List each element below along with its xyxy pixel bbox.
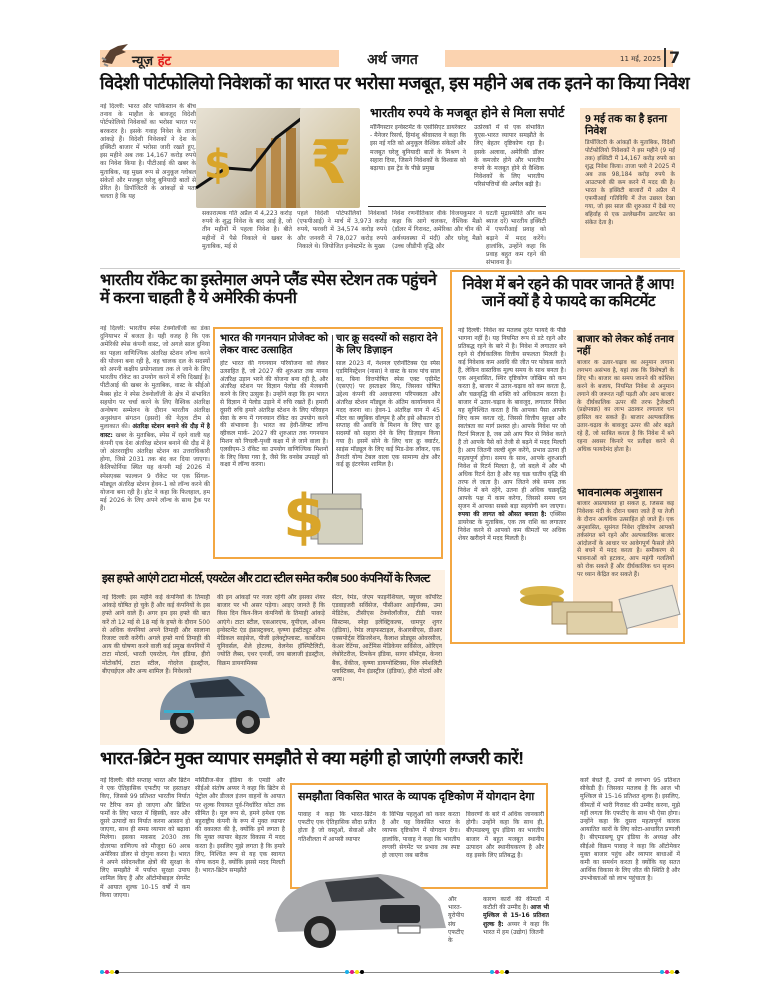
page-number: 7 bbox=[664, 48, 680, 67]
fta-col4-subhead: आज भी मुश्किल से 15-16 प्रतिशत शुल्क है: bbox=[483, 904, 549, 928]
market-stress-body: बाजार के उतार-चढ़ाव का अनुमान लगाना लगभग असंभव है, यहां तक कि विशेषज्ञों के लिए भी। बाजार का समय जानने की कोशिश करने के बजाय, नियमित निवेश से अनुमान लगाने की जरूरत नहीं पड़ती और आप बाजार के दीर्घकालिक ऊपर की तरफ ट्रैजेक्टरी (प्रक्षेपवक्र) का लाभ उठाकर लगातार धन हासिल कर सकते हैं। बाजार अल्पकालिक उतार-चढ़ाव के बावजूद ऊपर की ओर बढ़ते रहे हैं, जो साबित करता है कि निवेश में बने रहना अवसर किनारे पर प्रतीक्षा करने से अधिक फायदेमंद होता है। bbox=[577, 360, 674, 453]
story-investing bbox=[450, 270, 685, 642]
tata-car-photo bbox=[150, 658, 275, 740]
section-name: अर्थ जगत bbox=[367, 52, 418, 68]
investing-col1-text-b: एक्सिस डायरेक्ट के मुताबिक, एक तय राशि का लगातार निवेश करने से आपको कम कीमतों पर अधिक शेयर खरीदने में मदद मिलती है। bbox=[458, 511, 566, 542]
space-col1-text-b: खबर के मुताबिक, स्पेस में रहने वाली यह कंपनी एक देश अंतरिक्ष स्टेशन बनाने की दौड़ में है जो अंतरराष्ट्रीय अंतरिक्ष स्टेशन का उत्तराधिकारी होगा, जिसे 2031 तक बंद कर दिया जाएगा। कैलिफोर्निया स्थित यह कंपनी मई 2026 में स्पेसएक्स फाल्कन 9 रॉकेट पर एक सिंगल-मॉड्यूल अंतरिक्ष स्टेशन हेवन-1 को लॉन्च करने की योजना बना रही है। होट ने कहा कि फिलहाल, हम मई 2026 के लिए अपने लॉन्च के साथ ट्रैक पर हैं। bbox=[100, 431, 210, 513]
market-stress-title: बाजार को लेकर कोई तनाव नहीं bbox=[577, 334, 674, 357]
story-results-col3: सेंटर, रेमंड, जेएम फाइनेंशियल, फ्यूचर कॉर्पोरेट एडवाइजरी सर्विसेज, पीसीआर आईनॉक्स, उमा मेडिटेक, टीसीएस टेक्नोलॉजीज, टीडी पावर सिस्टम्स, स्नेहा इलेक्ट्रिकल्स, धामपुर शुगर (इंडिया), रेमंड लाइफस्टाइल, केआरबीएस, डीआर एक्सपोर्ट्स रेफ्रिजरेशन, कैलाश प्रोड्यूस ओवरसीज, केअर रेटिंग्स, आर्टेमिस मेडिकेयर सर्विसेज, ओरिएन लेबोरेटरीज, टिमकेन इंडिया, सागर सीमेंट्स, केनरा बैंक, वेंकीज, कृष्णा डायग्नोस्टिक्स, थिरु स्पेशलिटी प्लास्टिक्स, मैन इंडस्ट्रीज (इंडिया), हीरो मोटर्स और अन्य। bbox=[332, 594, 442, 684]
svg-text:$: $ bbox=[204, 142, 232, 188]
sidebar-may9-body: डिपॉजिटरी के आंकड़ों के मुताबिक, विदेशी पोर्टफोलियो निवेशकों ने इस महीने (9 मई तक) इक्विटी में 14,167 करोड़ रुपये का शुद्ध निवेश किया। ताजा फ्लो ने 2025 में अब तक 98,184 करोड़ रुपये के आउटफ्लो की कम करने में मदद की है। भारत के इक्विटी बाजारों में अप्रैल में एफपीआई गतिविधि में तेज उछाल देखा गया, जो इस साल की शुरुआत में देखे गए बहिर्वाह से एक उल्लेखनीय उलटफेर का संकेत देता है। bbox=[585, 140, 675, 226]
fta-box-title: समझौता विकसित भारत के व्यापक दृष्टिकोण में योगदान देगा bbox=[298, 791, 535, 803]
logo-main: न्यूज़ bbox=[132, 54, 154, 69]
gaganyaan-body: होट भारत की गगनयान परियोजना को लेकर उत्साहित हैं, जो 2027 की शुरुआत तक मानव अंतरिक्ष उड़ान भरने की योजना बना रही है, और अंतरिक्ष स्टेशन पर विज्ञान पेलोड की मेजबानी करने के लिए उत्सुक है। उन्होंने कहा कि हम भारत से विज्ञान में पेलोड उड़ाने में रुचि रखते हैं। हमारी दूसरी रुचि हमारे अंतरिक्ष स्टेशन के लिए परिवहन सेवा के रूप में गगनयान रॉकेट का उपयोग करने की संभावना है। भारत का हेवी-लिफ्ट लॉन्च व्हीकल मार्क- 2027 की शुरुआत तक गगनयान मिशन को निचली-पृथ्वी कक्षा में ले जाने वाला है। एलवीएम-3 रॉकेट का उपयोग वाणिज्यिक मिशनों के लिए किया गया है, जैसे कि वनवेब उपग्रहों को कक्षा में लॉन्च करना। bbox=[220, 360, 328, 469]
story-fpi-col4: निवेश रणनीतिकार वीके विजयकुमार ने कहा कि आगे चलकर, वैश्विक मैक्रो (डॉलर में गिरावट, अमेरिका और चीन की अर्थव्यवस्था में मंदी) और घरेलू मैक्रो (उच्च जीडीपी वृद्धि और bbox=[392, 210, 482, 250]
story-fpi-col5: घटती मुद्रास्फीति और कम ब्याज दरें) भारतीय इक्विटी में एफपीआई प्रवाह को बढ़ाने में मदद करेंगे। हालांकि, उन्होंने कहा कि प्रवाह बहुत कम रहने की संभावना है। bbox=[486, 210, 546, 266]
story-fta-col5: कारें बेचते हैं, उनमें से लगभग 95 प्रतिशत सीकेडी हैं। जिसका मतलब है कि आज भी मुश्किल से 15-16 प्रतिशत शुल्क है। इसलिए, कीमतों में भारी गिरावट की उम्मीद करना, मुझे नहीं लगता कि एफटीए के साथ भी ऐसा होगा। उन्होंने कहा कि दूसरा महत्वपूर्ण कारक आयातित कारों के लिए कोटा-आधारित प्रणाली है। बीएमडब्ल्यू ग्रुप इंडिया के अध्यक्ष और सीईओ विक्रम पावाह ने कहा कि ऑटोमेकर मुक्त बाजार पहुंच और व्यापार बाधाओं में कमी का समर्थन करता है क्योंकि यह सतत आर्थिक विकास के लिए जीत की स्थिति है और उपभोक्ताओं को लाभ पहुंचाता है। bbox=[580, 777, 680, 883]
story-results-col1: नई दिल्ली: इस महीने कई कंपनियों के तिमाही आंकड़े घोषित हो चुके हैं और कई कंपनियों के इस हफ्ते आने वाले हैं। अगर हम इस हफ्ते की बात करें तो 12 मई से 18 मई के हफ्ते के दौरान 500 से अधिक कंपनियां अपने तिमाही और सालाना रिजल्ट जारी करेंगी। अगले हफ्ते मार्च तिमाही की आय की घोषणा करने वाली कई प्रमुख कंपनियों में टाटा मोटर्स, भारती एयरटेल, गेल इंडिया, हीरो मोटोकॉर्प, टाटा स्टील, गोदरेज इंडस्ट्रीज, बीएचईएल और अन्य शामिल हैं। निवेशकों bbox=[102, 594, 210, 675]
story-fta-col1: नई दिल्ली: बीते सप्ताह भारत और ब्रिटेन ने एक ऐतिहासिक एफटीए पर हस्ताक्षर किए, जिससे 99 प्रतिशत भारतीय निर्यात पर टैरिफ कम हो जाएगा और ब्रिटिश फर्मों के लिए भारत में व्हिस्की, कार और दूसरे उत्पादों का निर्यात करना आसान हो जाएगा, साथ ही समग्र व्यापार को बढ़ावा मिलेगा। इसका मकसद 2030 तक दोतरफा वाणिज्य को मौजूदा 60 अरब अमेरिका डॉलर से दोगुना करना है। भारत ने अपने संवेदनशील क्षेत्रों की सुरक्षा के लिए समझौते में पर्याप्त सुरक्षा उपाय शामिल किए हैं और ऑटोमोबाइल सेगमेंट में आयात शुल्क 10-15 वर्षों में कम किया जाएगा। bbox=[100, 777, 190, 899]
story-fta-col4 bbox=[483, 896, 549, 948]
registration-mark bbox=[660, 970, 679, 974]
crew-design-title: चार क्रू सदस्यों को सहारा देने के लिए डिज़ाइन bbox=[336, 333, 438, 356]
gaganyaan-title: भारत की गगनयान प्रोजेक्ट को लेकर वास्ट उत्साहित bbox=[220, 333, 329, 356]
coins-chart-photo bbox=[196, 108, 302, 208]
rupee-col1: मॉर्निंगस्टार इन्वेस्टमेंट के एसोसिएट डायरेक्टर - मैनेजर रिसर्च, हिमांशु श्रीवास्तव ने कहा कि इस नई गति को अनुकूल वैश्विक संकेतों और मजबूत घरेलू बुनियादी बातों के मिश्रण ने सहारा दिया, जिसने निवेशकों के विश्वास को बढ़ाया। इस ट्रेंड के पीछे प्रमुख bbox=[370, 124, 466, 173]
headline-results: इस हफ्ते आएंगे टाटा मोटर्स, एयरटेल और टाटा स्टील समेत करीब 500 कंपनियों के रिजल्ट bbox=[102, 573, 430, 585]
dollar-cash-photo bbox=[283, 469, 363, 549]
investing-col1-text: नई दिल्ली: निवेश का मतलब तुरंत फायदे के पीछे भागना नहीं है। यह नियमित रूप से डटे रहने और प्रतिबद्ध रहने के बारे में है। निवेश में लगातार बने रहने से दीर्घकालिक वित्तीय सफलता मिलती है। कई निवेशक कम अवधि की जीत पर फोकस करते हैं, लेकिन वास्तविक मूल्य समय के साथ बनता है। एक अनुशासित, स्थिर दृष्टिकोण जोखिम को कम करता है, बाजार में उतार-चढ़ाव को कम करता है, और चक्रवृद्धि की शक्ति को अधिकतम करता है। बाजार में उतार-चढ़ाव के बावजूद, लगातार निवेश यह सुनिश्चित करता है कि आपका पैसा आपके लिए काम करता रहे, जिससे वित्तीय सुरक्षा और स्वतंत्रता का मार्ग प्रशस्त हो। आपके निवेश पर जो रिटर्न मिलता है, जब उसे आप फिर से निवेश करते हैं तो आपके पैसे को तेजी से बढ़ने में मदद मिलती है। आप जितनी जल्दी शुरू करेंगे, प्रभाव उतना ही महत्वपूर्ण होगा। समय के साथ, आपके शुरुआती निवेश से रिटर्न मिलता है, जो बदले में और भी अधिक रिटर्न देता है और यह चक्र घातीय वृद्धि की तरफ ले जाता है। आप जितने लंबे समय तक निवेश में बने रहेंगे, उतना ही अधिक चक्रवृद्धि आपके पक्ष में काम करेगा, जिससे समय धन सृजन में आपका सबसे बड़ा सहयोगी बन जाएगा। bbox=[458, 327, 566, 510]
registration-mark bbox=[345, 970, 364, 974]
story-fpi-col1: नई दिल्ली: भारत और पाकिस्तान के बीच तनाव के माहौल के बावजूद विदेशी पोर्टफोलियो निवेशकों का भरोसा भारत पर बरकरार है। इसके गवाह निवेश के ताजा आंकड़े हैं। विदेशी निवेशकों ने देश के इक्विटी बाजार में भरोसा जारी रखते हुए, इस महीने अब तक 14,167 करोड़ रुपये का निवेश किया है। पीटीआई की खबर के मुताबिक, यह मुख्य रूप से अनुकूल ग्लोबल संकेतों और मजबूत घरेलू बुनियादी बातों से प्रेरित है। डिपॉजिटरी के आंकड़ों से पता चलता है कि यह bbox=[100, 103, 196, 201]
fta-box-col1: पावाह ने कहा कि भारत-ब्रिटेन एफटीए एक ऐतिहासिक सौदा प्रतीत होता है जो वस्तुओं, सेवाओं और गतिशीलता में आपसी व्यापार bbox=[298, 811, 376, 843]
svg-text:$: $ bbox=[283, 482, 325, 549]
headline-fta: भारत-ब्रिटेन मुक्त व्यापार समझौते से क्या महंगी हो जाएंगी लग्जरी कारें! bbox=[100, 748, 524, 768]
rupee-col2: उत्प्रेरकों में से एक संभावित यूएस-भारत व्यापार समझौते के लिए बेहतर दृष्टिकोण रहा है। इसके अलावा, अमेरिकी डॉलर के कमजोर होने और भारतीय रुपये के मजबूत होने से वैश्विक निवेशकों के लिए भारतीय परिसंपत्तियों की अपील बढ़ी है। bbox=[474, 124, 544, 189]
investing-col1-subhead: रुपया की लागत को औसत बनाता है: bbox=[458, 511, 547, 518]
registration-mark bbox=[490, 970, 509, 974]
fta-box-col3: विवरणों के बारे में अधिक जानकारी होगी। उन्होंने कहा कि साथ ही, बीएमडब्ल्यू ग्रुप इंडिया का भारतीय बाजार में बहुत मजबूत स्थानीय उत्पादन और स्थानीयकरण है और वह इसके लिए प्रतिबद्ध है। bbox=[466, 811, 544, 860]
space-col1-subhead: अंतरिक्ष स्टेशन बनाने की दौड़ में है वास्ट: bbox=[100, 423, 210, 439]
bmw-car-photo bbox=[270, 860, 450, 950]
svg-text:₹: ₹ bbox=[310, 128, 352, 198]
headline-fpi: विदेशी पोर्टफोलियो निवेशकों का भारत पर भरोसा मजबूत, इस महीने अब तक इतने का किया निवेश bbox=[100, 73, 690, 93]
issue-date: 11 मई, 2025 bbox=[620, 55, 662, 63]
space-col1-text: नई दिल्ली: भारतीय स्पेस टेक्नोलॉजी का डंका दुनियाभर में बजता है। यही वजह है कि एक अमेरिकी स्पेस कंपनी वास्ट, जो अगले साल दुनिया का पहला वाणिज्यिक अंतरिक्ष स्टेशन लॉन्च करने की योजना बना रही है, वह चालक दल के सदस्यों को अपनी कक्षीय प्रयोगशाला तक ले जाने के लिए भारतीय रॉकेट का उपयोग करने में रुचि दिखाई है। पीटीआई की खबर के मुताबिक, वास्ट के सीईओ मैक्स होट ने स्पेस टेक्नोलॉजी के क्षेत्र में संभावित सहयोग पर चर्चा करने के लिए वैश्विक अंतरिक्ष अन्वेषण सम्मेलन के दौरान भारतीय अंतरिक्ष अनुसंधान संगठन (इसरो) की नेतृत्व टीम से मुलाकात की। bbox=[100, 325, 210, 431]
story-fta-col3: और भारत-यूरोपीय संघ एफटीए के bbox=[448, 896, 464, 945]
cash-coins-photo bbox=[512, 572, 682, 642]
story-fpi-col2: सकारात्मक गति अप्रैल में 4,223 करोड़ रुपये के शुद्ध निवेश के बाद आई है, जो तीन महीनों में पहला निवेश है। बीते महीनों में पैसे निकाले थे खबर के मुताबिक, मई से bbox=[202, 210, 292, 250]
story-fta-col2: मर्सिडीज-बेंज इंडिया के एमडी और सीईओ संतोष अय्यर ने कहा कि ब्रिटेन से पेट्रोल और डीजल इंजन वाहनों के आयात पर शुल्क रियायत पूर्व-निर्धारित कोटा तक सीमित है। मूल रूप से, हमने हमेशा एक बहुराष्ट्रीय कंपनी के रूप में मुक्त व्यापार की वकालत की है, क्योंकि हमें लगता है कि मुक्त व्यापार बेहतर विकास में मदद करता है। इसलिए मुझे लगता है कि हमारे लिए, निश्चित रूप से यह एक स्वागत योग्य कदम है, क्योंकि इससे मदद मिलती है। भारत-ब्रिटेन समझौते bbox=[195, 777, 285, 875]
emotional-discipline-body: बाजार अप्रत्याशित हो सकते हैं, जिससे कई निवेशक मंदी के दौरान घबरा जाते हैं या तेजी के दौरान अत्यधिक उत्साहित हो जाते हैं। एक अनुशासित, सुसंगत निवेश दृष्टिकोण आपको तर्कसंगत बने रहने और अल्पकालिक बाजार आंदोलनों के आधार पर आवेगपूर्ण फैसले लेने से बचने में मदद करता है। समीकरण से भावनाओं को हटाकर, आप महंगी गलतियों को रोक सकते हैं और दीर्घकालिक धन सृजन पर ध्यान केंद्रित कर सकते हैं। bbox=[577, 501, 674, 579]
story-results bbox=[100, 570, 445, 745]
eagle-logo-icon bbox=[100, 42, 130, 68]
headline-investing: निवेश में बने रहने की पावर जानते हैं आप! जानें क्यों है ये फायदे का कमिटमेंट bbox=[462, 276, 675, 311]
story-space-col1 bbox=[100, 325, 210, 565]
logo-accent: हंट bbox=[157, 54, 172, 69]
headline-space: भारतीय रॉकेट का इस्तेमाल अपने प्लैंड स्पेस स्टेशन तक पहुंचने में करना चाहती है ये अमेरिकी कंपनी bbox=[100, 272, 437, 308]
fta-col4-text: कारण कारों की कीमतों में कटौती की उम्मीद है। bbox=[483, 896, 549, 912]
space-box bbox=[213, 327, 443, 559]
sidebar-may9 bbox=[580, 108, 680, 258]
fta-box-col2: के विभिन्न पहलुओं को कवर करता है और यह विकसित भारत के व्यापक दृष्टिकोण में योगदान देगा। हालांकि, पावाह ने कहा कि भारतीय लग्जरी सेगमेंट पर प्रभाव तब स्पष्ट हो जाएगा जब बारीक bbox=[382, 811, 460, 860]
sidebar-may9-title: 9 मई तक का है इतना निवेश bbox=[585, 113, 667, 137]
story-results-col2: की इन आंकड़ों पर नजर रहेगी और इसका शेयर बाजार पर भी असर पड़ेगा। आइए जानते हैं कि किस दिन किन-किन कंपनियों के तिमाही आंकड़े आएंगे। टाटा स्टील, एसआरएफ, यूपीएल, ऑथम इन्वेस्टमेंट एंड इंफ्रास्ट्रक्चर, कृष्णा इंस्टीट्यूट ऑफ मेडिकल साइंसेज, पीजी इलेक्ट्रोप्लास्ट, कार्बोरंडम यूनिवर्सल, शैले होटल्स, वेलनेस हॉस्पिटैलिटी, ज्योति लैब्स, एथर एनर्जी, जय बालाजी इंडस्ट्रीज, विक्रम डायनामिक्स bbox=[217, 594, 325, 667]
crew-design-body: साल 2023 में, नेशनल एरोनॉटिक्स एंड स्पेस एडमिनिस्ट्रेशन (नासा) ने वास्ट के साथ पांच साल का, बिना वित्तपोषित स्पेस एक्ट एग्रीमेंट (एसएए) पर हस्ताक्षर किए, जिसका घोषित उद्देश्य कंपनी की अवधारणा परिपक्वता और अंतरिक्ष स्टेशन मॉड्यूल के अंतिम कार्यान्वयन में मदद करना था। हेवन-1 अंतरिक्ष यान में 45 मीटर का क्यूबिक वॉल्यूम है और इसे औसतन दो सप्ताह की अवधि के मिशन के लिए चार क्रू सदस्यों को सहारा देने के लिए डिज़ाइन किया गया है। इसमें सोने के लिए चार क्रू क्वार्टर, साइंस मॉड्यूल के लिए कई मिड-डेक लॉकर, एक तैनाती योग्य टेबल वाला एक सामान्य क्षेत्र और कई क्रू इंटरफेस शामिल है। bbox=[336, 360, 440, 469]
rupee-photo bbox=[300, 108, 360, 208]
fta-col4-text-b: अय्यर ने कहा कि भारत में हम (उद्योग) जितनी bbox=[483, 920, 549, 936]
story-fpi-col3: पहले विदेशी पोर्टफोलियो निवेशकों (एफपीआई) ने मार्च में 3,973 करोड़ रुपये, फरवरी में 34,574 करोड़ रुपये और जनवरी में 78,027 करोड़ रुपये निकाले थे। जियोजित इन्वेस्टमेंट के मुख्य bbox=[297, 210, 387, 250]
emotional-discipline-title: भावनात्मक अनुशासन bbox=[577, 487, 663, 499]
registration-mark bbox=[100, 970, 119, 974]
subhead-rupee-support: भारतीय रुपये के मजबूत होने से मिला सपोर्ट bbox=[370, 106, 565, 120]
logo-wordmark bbox=[132, 51, 171, 69]
